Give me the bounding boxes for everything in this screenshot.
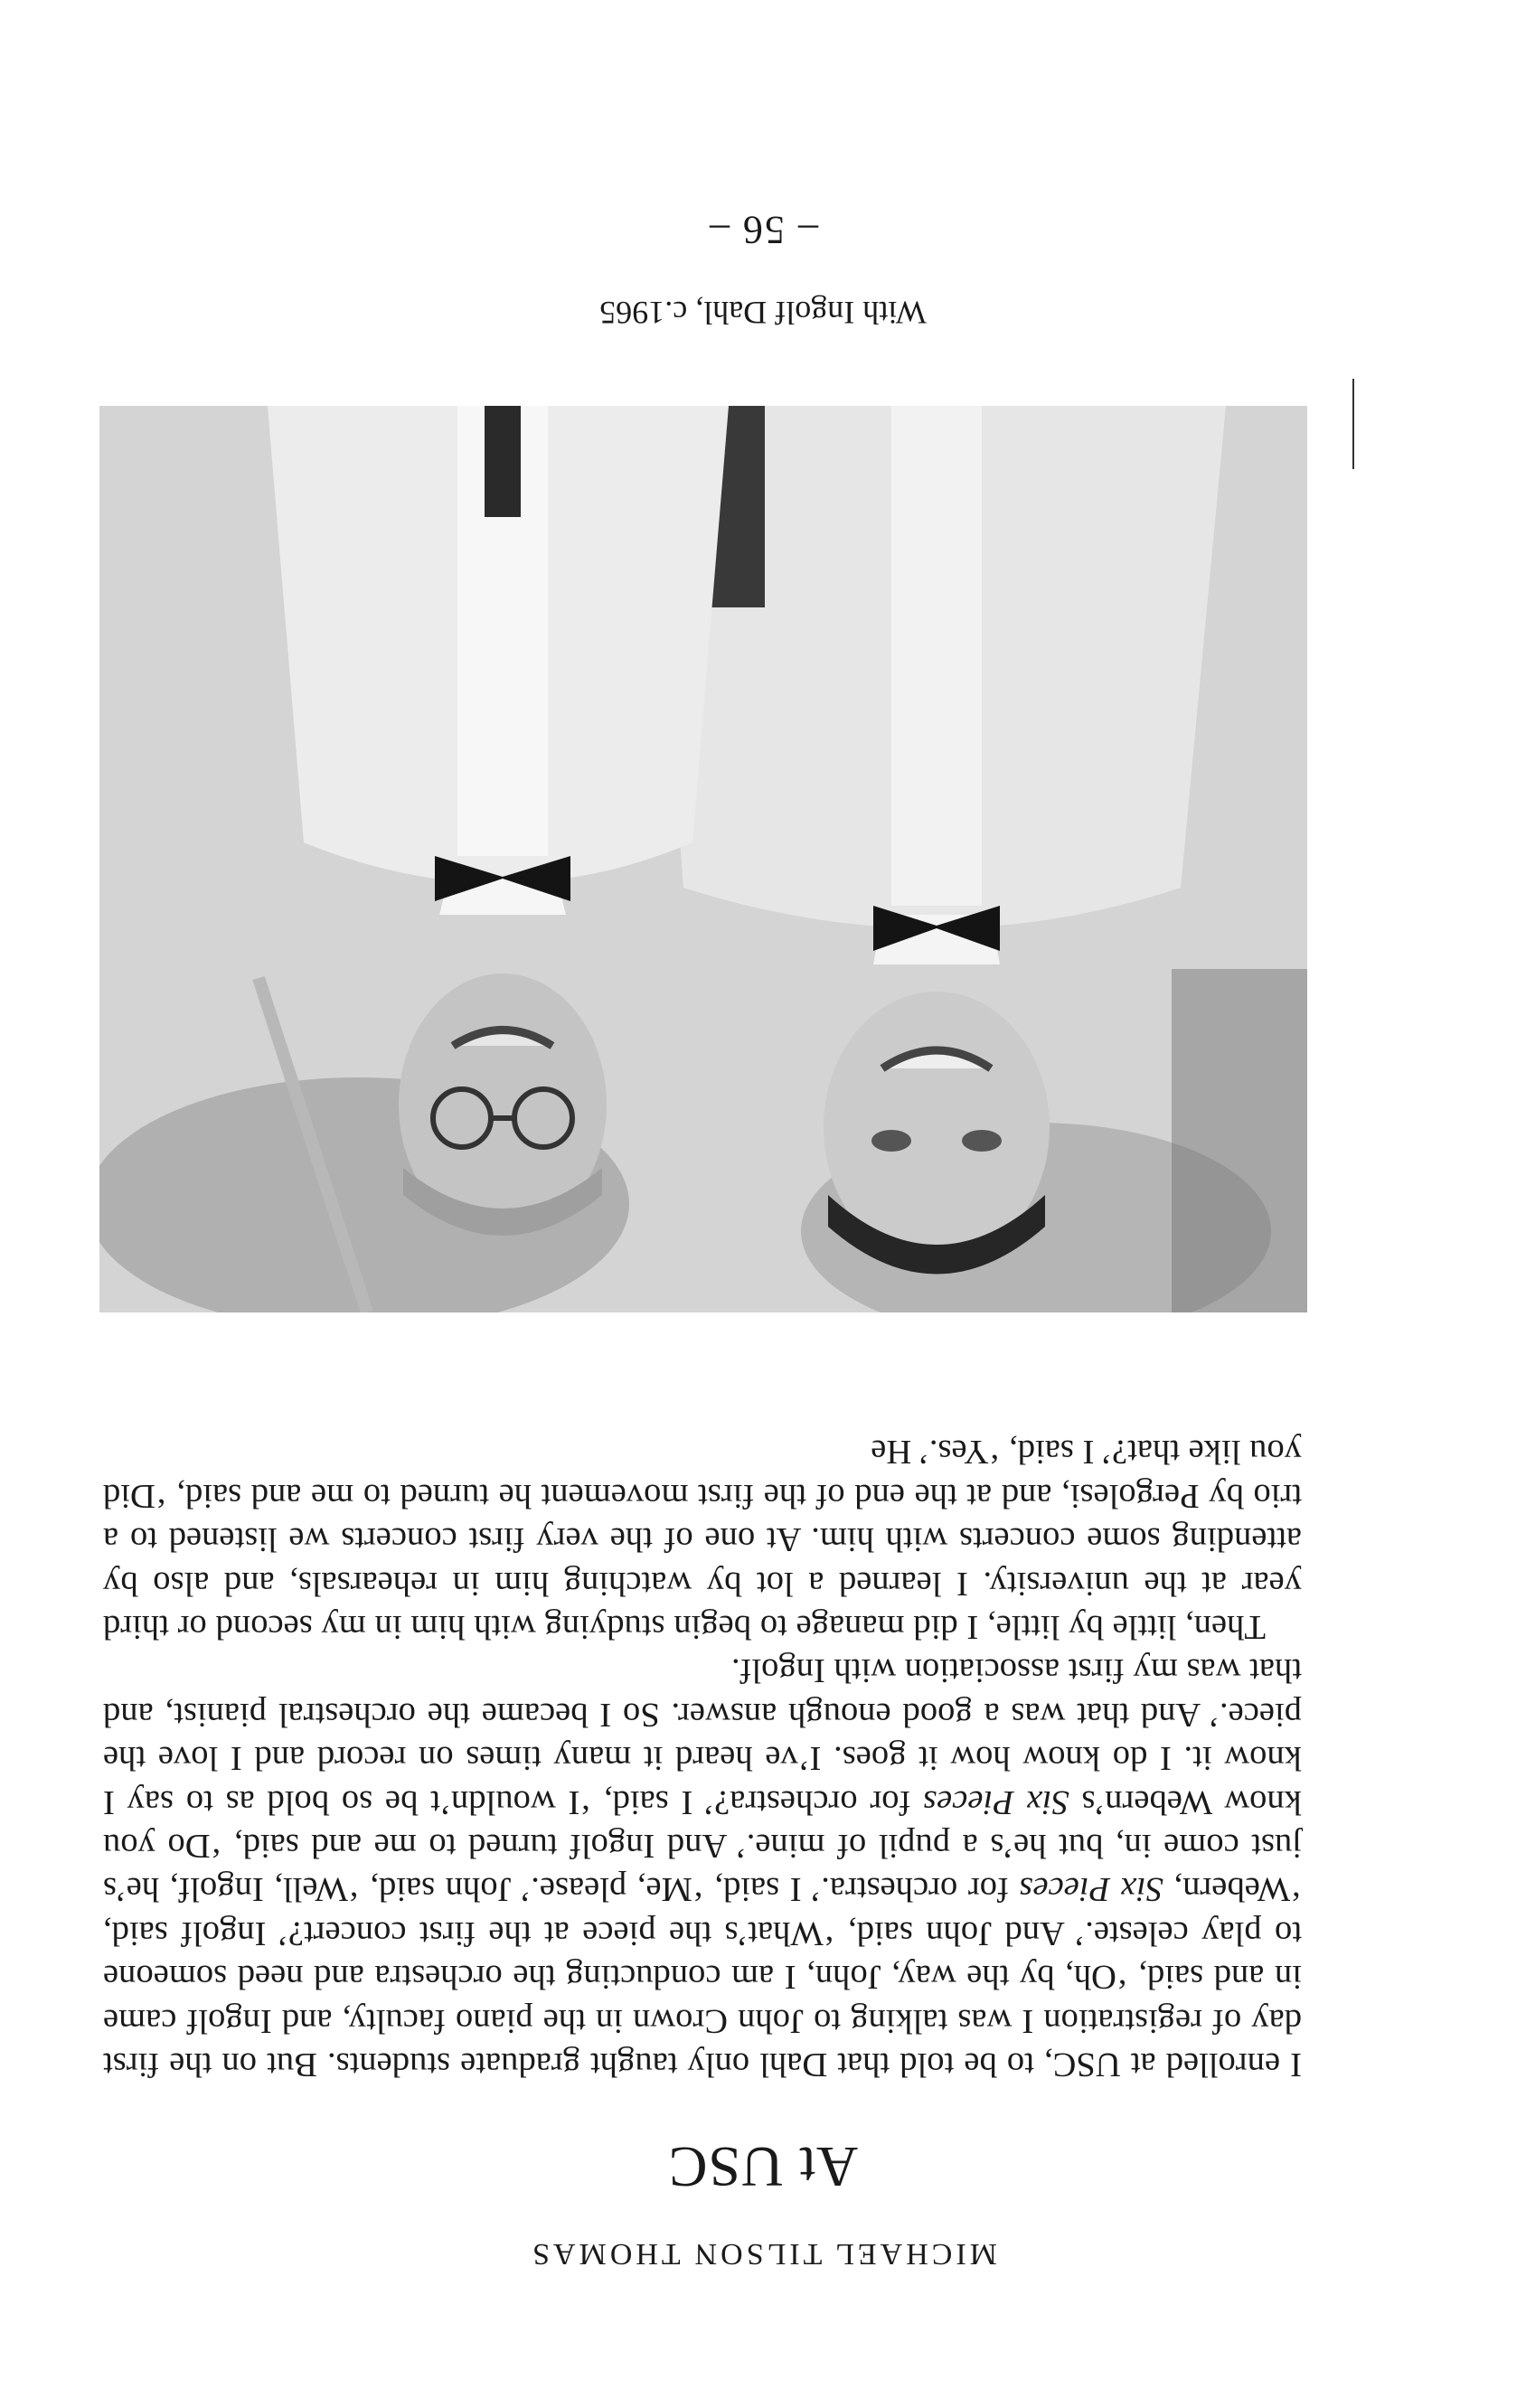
photograph — [99, 406, 1307, 1312]
photo-tree-trunk — [1172, 969, 1307, 1312]
running-head: MICHAEL TILSON THOMAS — [529, 2237, 997, 2271]
paragraph-1-part-c: for orchestra?’ I said, ‘I wouldn’t be so bold as to say I know it. I do know how it goes. I’ve heard it many times on record and I love the piece.’ And that was a good enough answer. So I became the orchestral pianist, and that was my first association with Ingolf. — [103, 1651, 1302, 1821]
margin-mark — [1352, 379, 1354, 469]
paragraph-2: Then, little by little, I did manage to begin studying with him in my second or third year at the university. I learned a lot by watching him in rehearsals, and also by attending some concerts with him. At one of the very first concerts we listened to a trio by Pergolesi, and at the end of the first movement he turned to me and said, ‘Did you like that?’ I said, ‘Yes.’ He — [103, 1433, 1302, 1646]
section-title: At USC — [667, 2135, 859, 2199]
dahl-lapel-shadow — [485, 406, 521, 517]
body-text — [103, 1430, 1302, 2086]
young-man-shirt — [891, 406, 982, 906]
paragraph-1 — [103, 1649, 1302, 2086]
young-man-eye-left — [962, 1130, 1002, 1152]
work-title-six-pieces: Six Pieces — [1019, 1870, 1163, 1909]
young-man-eye-right — [871, 1130, 911, 1152]
page-number: – 56 – — [708, 208, 818, 252]
photograph-drawing — [99, 406, 1307, 1312]
work-title-six-pieces-2: Six Pieces — [923, 1782, 1069, 1821]
paragraph-1-part-b: for orchestra.’ I said, ‘Me, please.’ John said, ‘Well, Ingolf, he’s just come in, but he’s a pupil of mine.’ And Ingolf turned to me and said, ‘Do you know Webern’s — [103, 1782, 1302, 1909]
paragraph-1-part-a: I enrolled at USC, to be told that Dahl only taught graduate students. But on the first day of registration I was talking to John Crown in the piano faculty, and Ingolf came in and said, ‘Oh, by the way, John, I am conducting the orchestra and need someone to play celeste.’ And John said, ‘What’s the piece at the first concert?’ Ingolf said, ‘Webern, — [103, 1870, 1302, 2083]
photo-caption: With Ingolf Dahl, c.1965 — [599, 295, 927, 331]
